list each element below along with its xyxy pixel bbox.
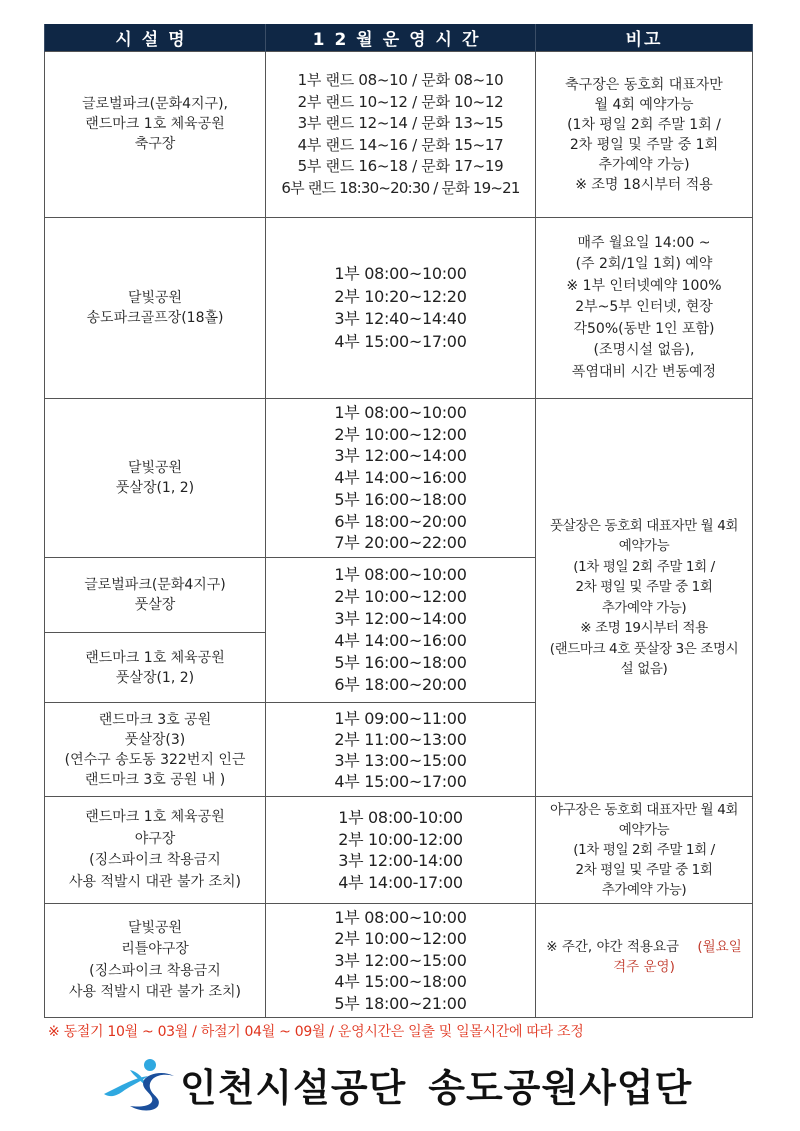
facility-cell: 글로벌파크(문화4지구) 풋살장 — [45, 558, 266, 633]
runner-logo-icon — [100, 1056, 178, 1112]
facility-cell: 달빛공원 풋살장(1, 2) — [45, 399, 266, 558]
hours-cell: 1부 08:00~10:00 2부 10:00~12:00 3부 12:00~15:00 4부 15:00~18:00 5부 18:00~21:00 — [266, 904, 536, 1018]
table-row — [45, 904, 753, 1018]
table-header-row — [45, 24, 753, 52]
note-cell: 축구장은 동호회 대표자만 월 4회 예약가능 (1차 평일 2회 주말 1회 / 2차 평일 및 주말 중 1회 추가예약 가능) ※ 조명 18시부터 적용 — [536, 52, 753, 218]
facility-cell: 랜드마크 1호 체육공원 야구장 (징스파이크 착용금지 사용 적발시 대관 불가 조치) — [45, 797, 266, 904]
table-row — [45, 218, 753, 399]
futsal-note-cell: 풋살장은 동호회 대표자만 월 4회 예약가능 (1차 평일 2회 주말 1회 / 2차 평일 및 주말 중 1회 추가예약 가능) ※ 조명 19시부터 적용 (랜드마크 4호 풋살장 3은 조명시 설 없음) — [536, 399, 753, 797]
table-row — [45, 52, 753, 218]
table-row — [45, 399, 753, 558]
hours-cell: 1부 08:00-10:00 2부 10:00-12:00 3부 12:00-14:00 4부 14:00-17:00 — [266, 797, 536, 904]
note-monday-text: (월요일 — [697, 938, 742, 955]
schedule-table — [44, 24, 753, 1018]
note-fee-text: ※ 주간, 야간 적용요금 — [546, 938, 680, 955]
facility-cell: 달빛공원 송도파크골프장(18홀) — [45, 218, 266, 399]
note-cell — [536, 904, 753, 1018]
header-note: 비고 — [536, 24, 753, 52]
header-facility: 시설명 — [45, 24, 266, 52]
facility-cell: 글로벌파크(문화4지구), 랜드마크 1호 체육공원 축구장 — [45, 52, 266, 218]
note-cell: 야구장은 동호회 대표자만 월 4회 예약가능 (1차 평일 2회 주말 1회 / 2차 평일 및 주말 중 1회 추가예약 가능) — [536, 797, 753, 904]
facility-cell: 랜드마크 3호 공원 풋살장(3) (연수구 송도동 322번지 인근 랜드마크 3호 공원 내 ) — [45, 703, 266, 797]
hours-cell: 1부 09:00~11:00 2부 11:00~13:00 3부 13:00~15:00 4부 15:00~17:00 — [266, 703, 536, 797]
org-logo — [100, 1056, 714, 1112]
facility-cell: 달빛공원 리틀야구장 (징스파이크 착용금지 사용 적발시 대관 불가 조치) — [45, 904, 266, 1018]
hours-cell: 1부 08:00~10:00 2부 10:00~12:00 3부 12:00~14:00 4부 14:00~16:00 5부 16:00~18:00 6부 18:00~20:00 7부 20:00~22:00 — [266, 399, 536, 558]
facility-cell: 랜드마크 1호 체육공원 풋살장(1, 2) — [45, 633, 266, 703]
division-name: 송도공원사업단 — [428, 1065, 693, 1110]
season-footnote: ※ 동절기 10월 ~ 03월 / 하절기 04월 ~ 09월 / 운영시간은 일출 및 일몰시간에 따라 조정 — [48, 1024, 584, 1040]
table-row — [45, 797, 753, 904]
note-cell: 매주 월요일 14:00 ~ (주 2회/1일 1회) 예약 ※ 1부 인터넷예약 100% 2부~5부 인터넷, 현장 각50%(동반 1인 포함) (조명시설 없음), 폭염대비 시간 변동예정 — [536, 218, 753, 399]
hours-cell: 1부 랜드 08~10 / 문화 08~10 2부 랜드 10~12 / 문화 10~12 3부 랜드 12~14 / 문화 13~15 4부 랜드 14~16 / 문화 15~17 5부 랜드 16~18 / 문화 17~19 6부 랜드 18:30~20:30 / 문화 19~21 — [266, 52, 536, 218]
hours-cell: 1부 08:00~10:00 2부 10:00~12:00 3부 12:00~14:00 4부 14:00~16:00 5부 16:00~18:00 6부 18:00~20:00 — [266, 558, 536, 703]
org-name: 인천시설공단 — [180, 1065, 407, 1110]
note-biweekly-text: 격주 운영) — [613, 958, 675, 975]
hours-cell: 1부 08:00~10:00 2부 10:20~12:20 3부 12:40~14:40 4부 15:00~17:00 — [266, 218, 536, 399]
header-hours: 12월운영시간 — [266, 24, 536, 52]
